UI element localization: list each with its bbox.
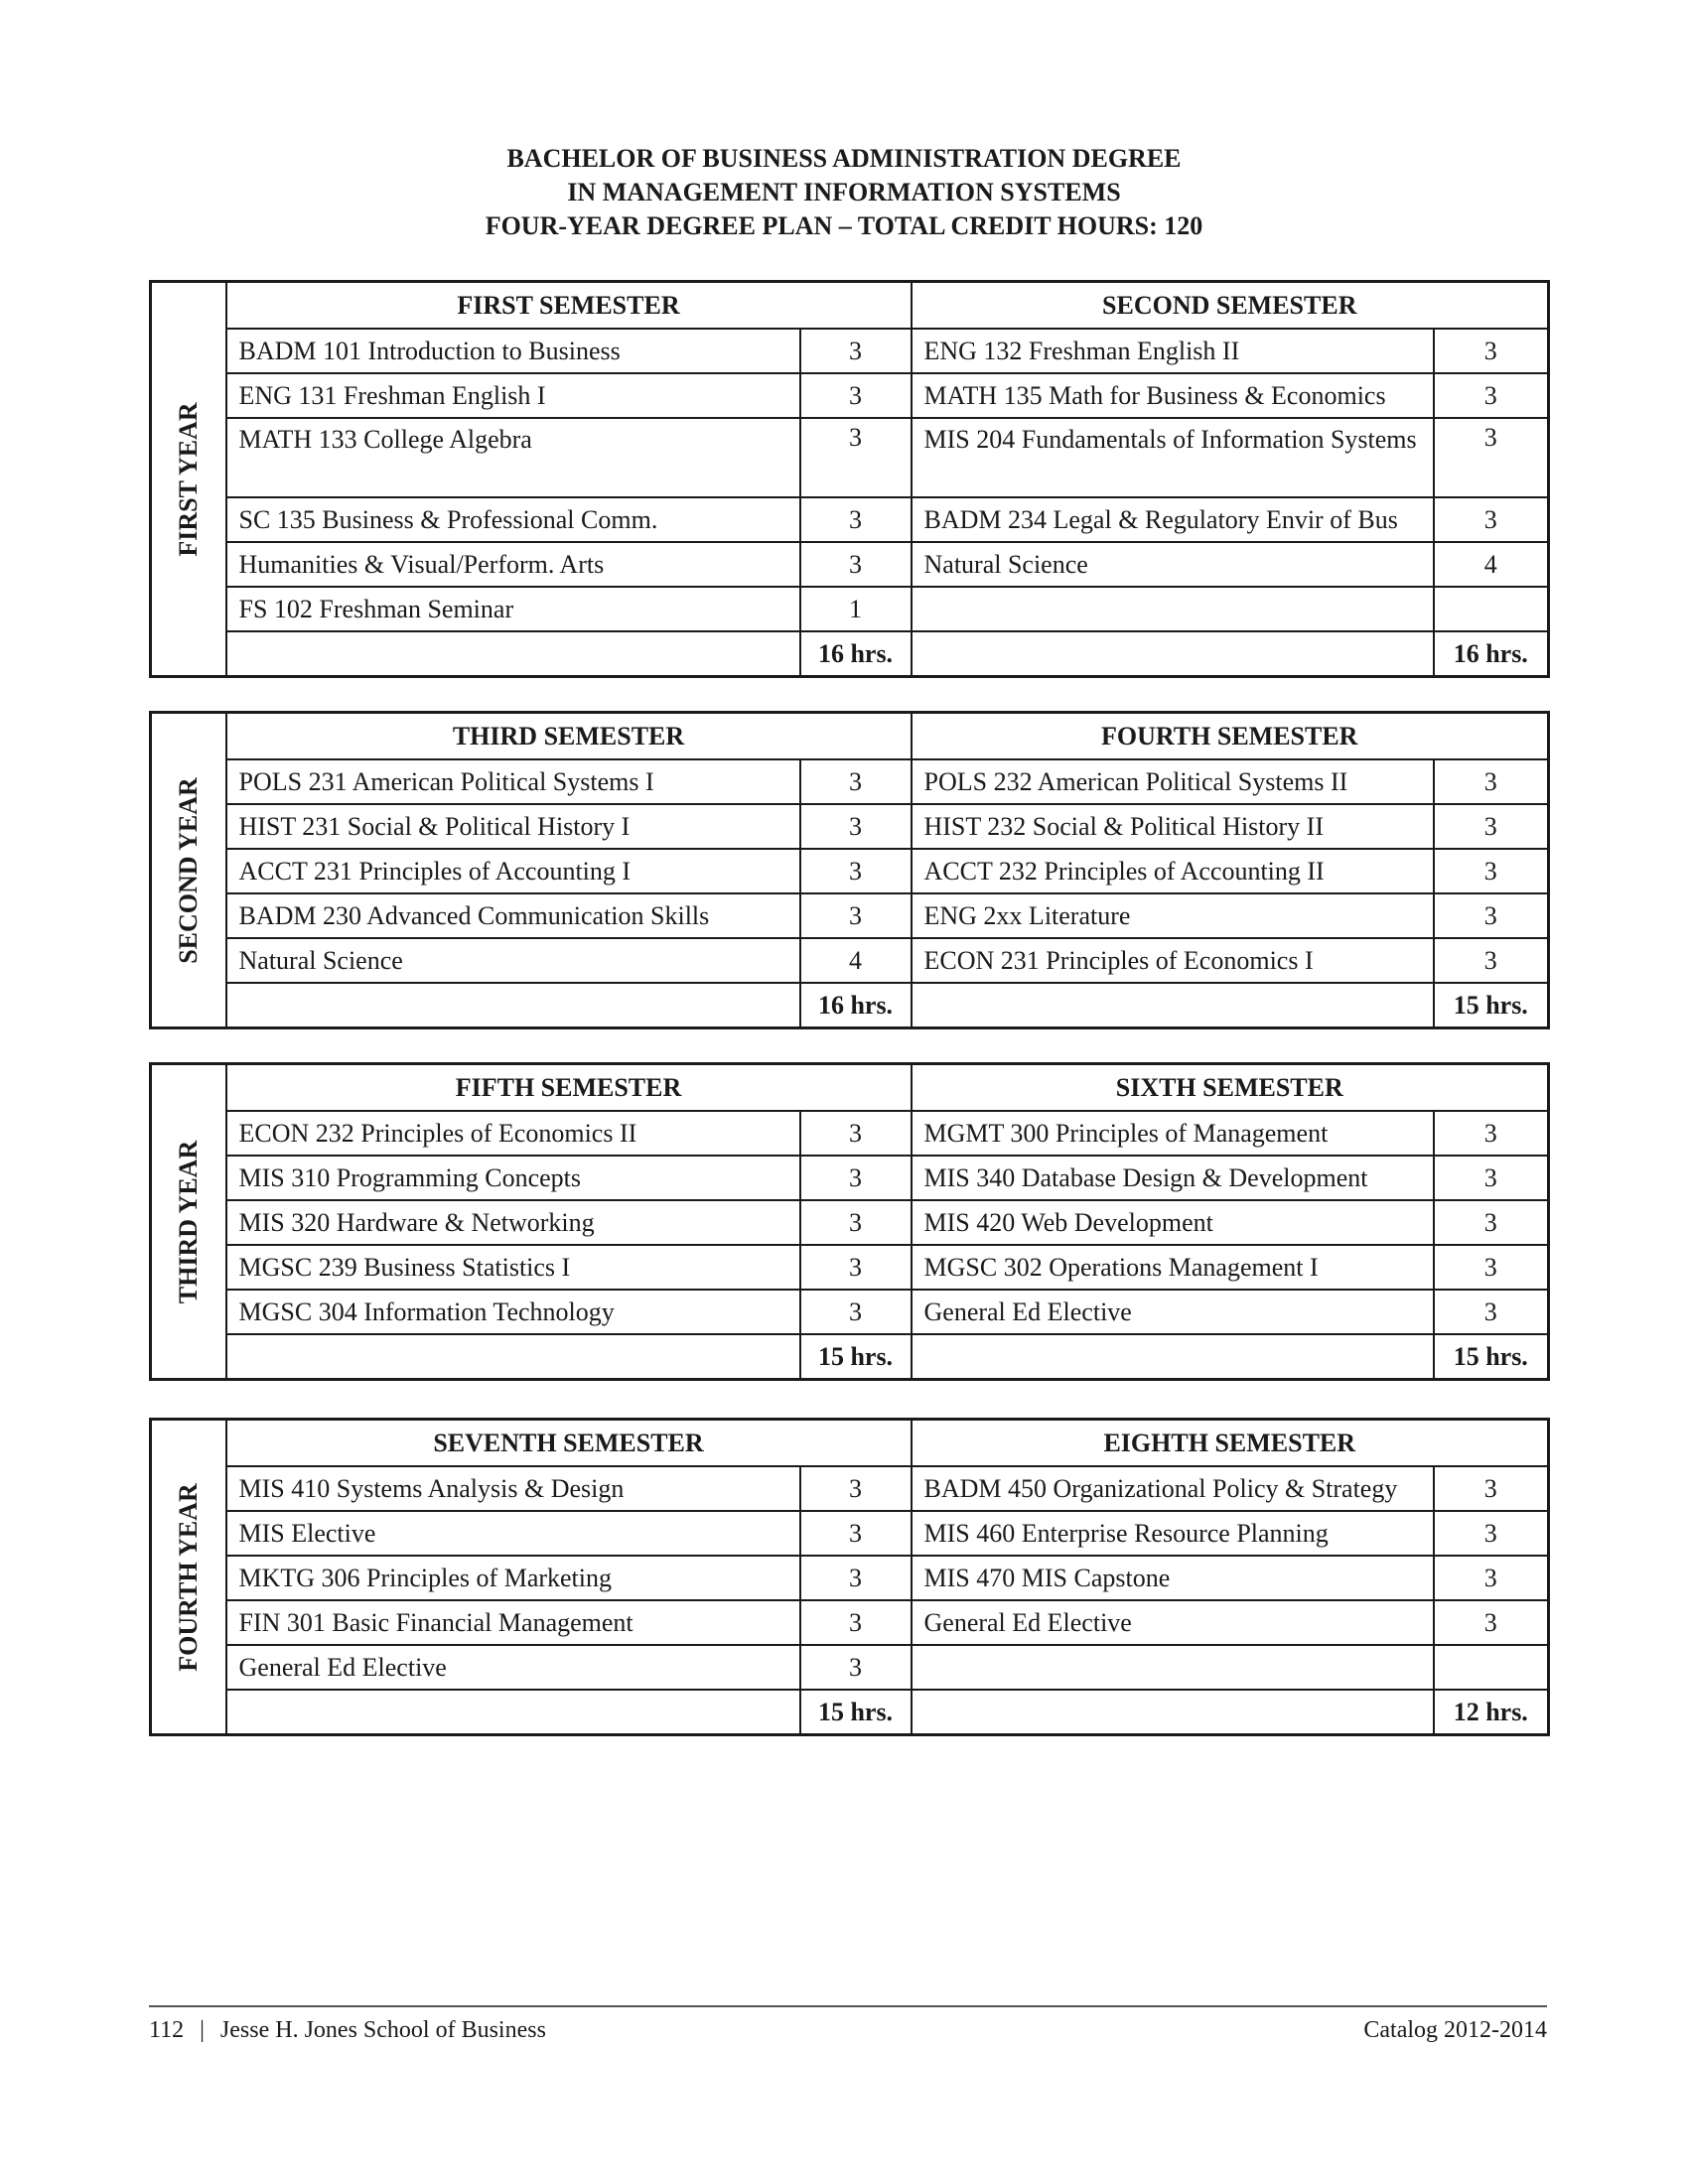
course-hours: 3 <box>800 497 912 542</box>
course-hours: 3 <box>800 893 912 938</box>
semester-total: 16 hrs. <box>800 983 912 1028</box>
course-name: ENG 131 Freshman English I <box>226 373 800 418</box>
year-label: SECOND YEAR <box>173 776 203 964</box>
course-hours <box>1434 1645 1549 1690</box>
course-name: ACCT 232 Principles of Accounting II <box>912 849 1434 893</box>
course-name: MIS 460 Enterprise Resource Planning <box>912 1511 1434 1556</box>
total-spacer <box>912 983 1434 1028</box>
course-hours: 3 <box>1434 1556 1549 1600</box>
course-name: POLS 232 American Political Systems II <box>912 759 1434 804</box>
semester-total: 16 hrs. <box>1434 631 1549 677</box>
course-hours: 3 <box>1434 759 1549 804</box>
total-spacer <box>912 631 1434 677</box>
semester-total: 16 hrs. <box>800 631 912 677</box>
course-hours: 3 <box>1434 893 1549 938</box>
semester-heading: FOURTH SEMESTER <box>912 713 1549 760</box>
title-line-1: BACHELOR OF BUSINESS ADMINISTRATION DEGREE <box>506 144 1182 173</box>
page-footer <box>149 2017 1547 2044</box>
semester-total: 12 hrs. <box>1434 1690 1549 1735</box>
course-hours: 3 <box>800 1200 912 1245</box>
course-name: MGMT 300 Principles of Management <box>912 1111 1434 1156</box>
course-name: SC 135 Business & Professional Comm. <box>226 497 800 542</box>
page-number: 112 <box>149 2017 185 2043</box>
course-name: FS 102 Freshman Seminar <box>226 587 800 631</box>
year-label: FIRST YEAR <box>173 401 203 557</box>
course-hours: 3 <box>1434 373 1549 418</box>
course-hours: 3 <box>800 759 912 804</box>
total-spacer <box>226 631 800 677</box>
total-spacer <box>912 1334 1434 1380</box>
semester-heading: EIGHTH SEMESTER <box>912 1420 1549 1467</box>
course-hours: 3 <box>800 1556 912 1600</box>
year-table-first <box>149 280 1550 678</box>
course-name: HIST 231 Social & Political History I <box>226 804 800 849</box>
semester-total: 15 hrs. <box>1434 1334 1549 1380</box>
course-hours: 1 <box>800 587 912 631</box>
semester-total: 15 hrs. <box>800 1334 912 1380</box>
course-name: POLS 231 American Political Systems I <box>226 759 800 804</box>
course-name: MIS 204 Fundamentals of Information Systems <box>912 418 1434 497</box>
course-name: ECON 232 Principles of Economics II <box>226 1111 800 1156</box>
course-name: Humanities & Visual/Perform. Arts <box>226 542 800 587</box>
course-hours: 3 <box>800 849 912 893</box>
course-name: MGSC 239 Business Statistics I <box>226 1245 800 1290</box>
course-hours: 3 <box>800 1290 912 1334</box>
semester-heading: SIXTH SEMESTER <box>912 1064 1549 1112</box>
course-name: MATH 135 Math for Business & Economics <box>912 373 1434 418</box>
course-hours: 3 <box>800 373 912 418</box>
course-name: MIS 320 Hardware & Networking <box>226 1200 800 1245</box>
course-name: MIS 470 MIS Capstone <box>912 1556 1434 1600</box>
course-name: MKTG 306 Principles of Marketing <box>226 1556 800 1600</box>
course-hours: 3 <box>1434 418 1549 497</box>
course-name: MIS 340 Database Design & Development <box>912 1156 1434 1200</box>
course-name: Natural Science <box>226 938 800 983</box>
course-name: MIS 420 Web Development <box>912 1200 1434 1245</box>
course-name: BADM 234 Legal & Regulatory Envir of Bus <box>912 497 1434 542</box>
course-name: MATH 133 College Algebra <box>226 418 800 497</box>
course-hours: 3 <box>1434 1156 1549 1200</box>
course-name: BADM 101 Introduction to Business <box>226 329 800 373</box>
semester-heading: SEVENTH SEMESTER <box>226 1420 912 1467</box>
course-name: FIN 301 Basic Financial Management <box>226 1600 800 1645</box>
course-name: ACCT 231 Principles of Accounting I <box>226 849 800 893</box>
footer-separator: | <box>200 2017 205 2043</box>
school-name: Jesse H. Jones School of Business <box>219 2017 546 2043</box>
course-hours: 3 <box>800 1466 912 1511</box>
course-hours: 3 <box>800 1511 912 1556</box>
course-name: MIS 410 Systems Analysis & Design <box>226 1466 800 1511</box>
course-name: MGSC 302 Operations Management I <box>912 1245 1434 1290</box>
course-hours: 3 <box>1434 804 1549 849</box>
course-name: MIS Elective <box>226 1511 800 1556</box>
semester-heading: THIRD SEMESTER <box>226 713 912 760</box>
semester-total: 15 hrs. <box>800 1690 912 1735</box>
year-label: FOURTH YEAR <box>173 1482 203 1672</box>
course-hours: 3 <box>1434 1511 1549 1556</box>
total-spacer <box>912 1690 1434 1735</box>
course-name: BADM 450 Organizational Policy & Strategy <box>912 1466 1434 1511</box>
course-hours: 4 <box>1434 542 1549 587</box>
course-hours: 3 <box>800 1645 912 1690</box>
total-spacer <box>226 1690 800 1735</box>
course-name: MGSC 304 Information Technology <box>226 1290 800 1334</box>
course-name: HIST 232 Social & Political History II <box>912 804 1434 849</box>
course-hours: 3 <box>1434 1245 1549 1290</box>
year-label-cell <box>151 282 226 677</box>
course-hours: 3 <box>1434 938 1549 983</box>
course-hours: 3 <box>800 1156 912 1200</box>
course-name <box>912 1645 1434 1690</box>
page-title <box>0 142 1688 243</box>
course-hours: 3 <box>800 804 912 849</box>
footer-divider <box>149 2005 1547 2007</box>
semester-total: 15 hrs. <box>1434 983 1549 1028</box>
catalog-years: Catalog 2012-2014 <box>1363 2017 1547 2043</box>
course-name: General Ed Elective <box>912 1290 1434 1334</box>
course-name: General Ed Elective <box>912 1600 1434 1645</box>
year-table-third <box>149 1062 1550 1381</box>
course-hours: 3 <box>800 1600 912 1645</box>
course-name: ENG 132 Freshman English II <box>912 329 1434 373</box>
course-hours: 4 <box>800 938 912 983</box>
course-hours: 3 <box>800 418 912 497</box>
semester-heading: SECOND SEMESTER <box>912 282 1549 330</box>
footer-left <box>149 2017 546 2044</box>
course-hours: 3 <box>800 542 912 587</box>
course-hours <box>1434 587 1549 631</box>
course-hours: 3 <box>800 1111 912 1156</box>
year-label: THIRD YEAR <box>173 1140 203 1303</box>
course-hours: 3 <box>1434 1290 1549 1334</box>
course-hours: 3 <box>1434 1111 1549 1156</box>
semester-heading: FIFTH SEMESTER <box>226 1064 912 1112</box>
course-hours: 3 <box>1434 1600 1549 1645</box>
course-hours: 3 <box>1434 329 1549 373</box>
course-hours: 3 <box>1434 497 1549 542</box>
year-label-cell <box>151 1064 226 1380</box>
semester-heading: FIRST SEMESTER <box>226 282 912 330</box>
course-name <box>912 587 1434 631</box>
course-name: Natural Science <box>912 542 1434 587</box>
total-spacer <box>226 983 800 1028</box>
title-line-3: FOUR-YEAR DEGREE PLAN – TOTAL CREDIT HOURS: 120 <box>485 211 1203 240</box>
year-label-cell <box>151 713 226 1028</box>
course-hours: 3 <box>800 329 912 373</box>
year-table-fourth <box>149 1418 1550 1736</box>
course-name: General Ed Elective <box>226 1645 800 1690</box>
course-name: ENG 2xx Literature <box>912 893 1434 938</box>
year-label-cell <box>151 1420 226 1735</box>
course-name: ECON 231 Principles of Economics I <box>912 938 1434 983</box>
total-spacer <box>226 1334 800 1380</box>
course-hours: 3 <box>1434 1466 1549 1511</box>
course-hours: 3 <box>800 1245 912 1290</box>
course-hours: 3 <box>1434 849 1549 893</box>
course-hours: 3 <box>1434 1200 1549 1245</box>
course-name: BADM 230 Advanced Communication Skills <box>226 893 800 938</box>
year-table-second <box>149 711 1550 1029</box>
course-name: MIS 310 Programming Concepts <box>226 1156 800 1200</box>
title-line-2: IN MANAGEMENT INFORMATION SYSTEMS <box>567 178 1121 206</box>
